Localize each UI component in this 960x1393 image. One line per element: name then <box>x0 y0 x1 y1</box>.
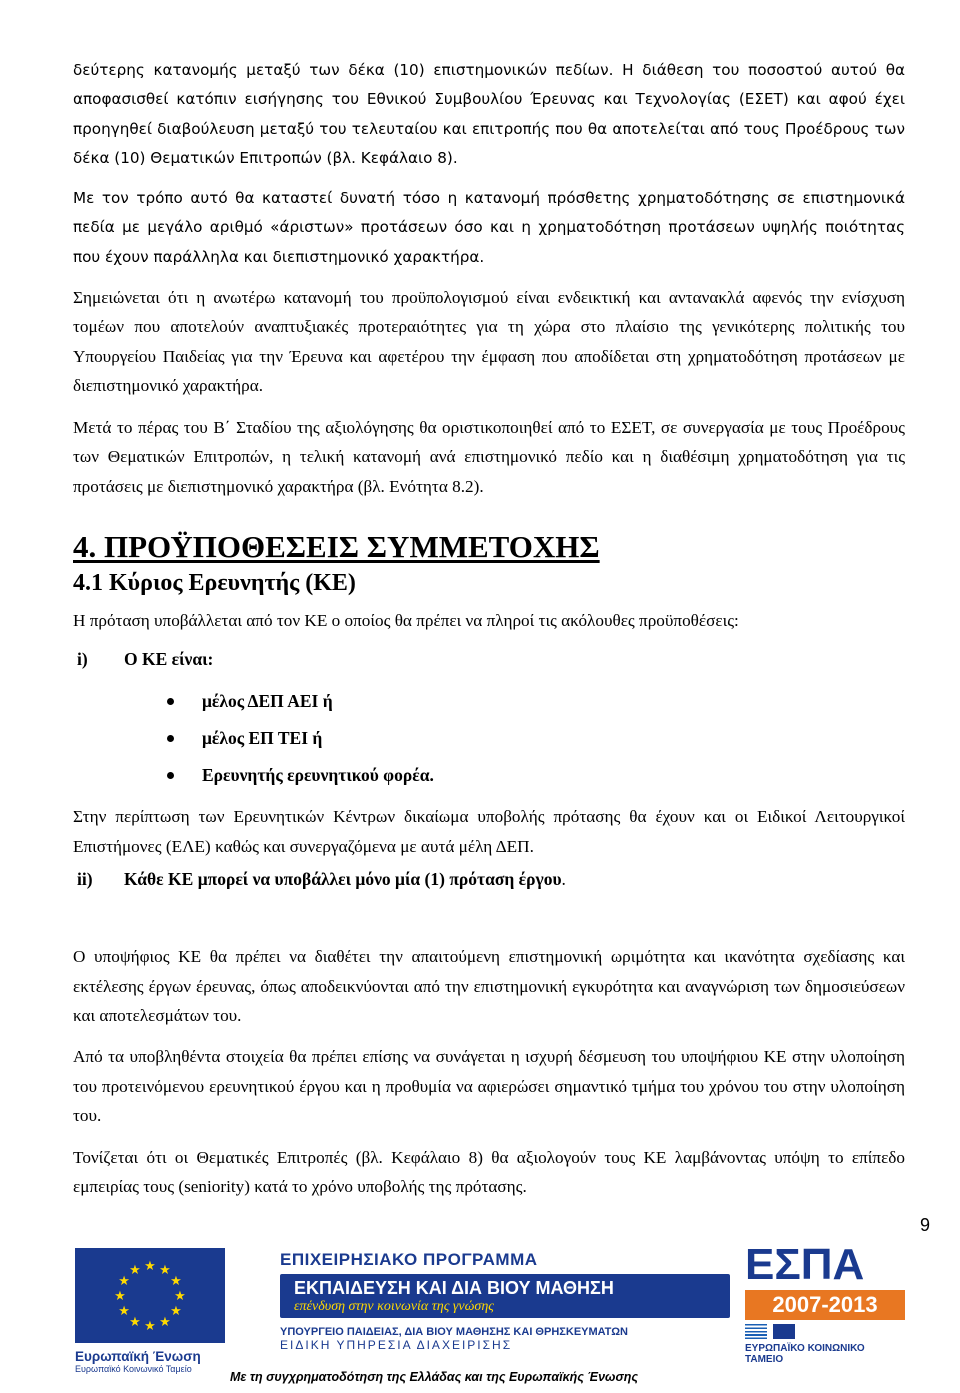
eu-star-icon: ★ <box>159 1262 171 1278</box>
footer-logos <box>0 1240 960 1393</box>
espa-title: ΕΣΠΑ <box>745 1240 865 1289</box>
section-heading-participation: 4. ΠΡΟΫΠΟΘΕΣΕΙΣ ΣΥΜΜΕΤΟΧΗΣ <box>73 528 600 564</box>
paragraph-seniority: Τονίζεται ότι οι Θεματικές Επιτροπές (βλ. Κεφάλαιο 8) θα αξιολογούν τους ΚΕ λαμβάνοντας υπόψη το επίπεδο εμπειρίας τους (seniority) κατά το χρόνο υποβολής της πρότασης. <box>73 1147 905 1196</box>
eligibility-bullet-list <box>73 683 905 794</box>
eu-name: Ευρωπαϊκή Ένωση <box>75 1349 201 1364</box>
subsection-heading-principal-investigator: 4.1 Κύριος Ερευνητής (ΚΕ) <box>73 569 356 596</box>
bullet-dot-icon <box>167 698 174 705</box>
list-item-i <box>73 645 905 673</box>
eu-star-icon: ★ <box>144 1318 156 1333</box>
paragraph-commitment: Από τα υποβληθέντα στοιχεία θα πρέπει επίσης να συνάγεται η ισχυρή δέσμευση του υποψήφιου ΚΕ στην υλοποίηση του προτεινόμενου ερευνητικού έργου και η προθυμία να αφιερώσει σημαντικό τμήμα του χρόνου του στην υλοποίηση του. <box>73 1047 905 1126</box>
paragraph-budget-note: Σημειώνεται ότι η ανωτέρω κατανομή του προϋπολογισμού είναι ενδεικτική και αντανακλά αφενός την ενίσχυση τομέων που αποτελούν αναπτυξιακές προτεραιότητες για τη χώρα στο πλαίσιο της γενικότερης πολιτικής του Υπουργείου Παιδείας για την Έρευνα και αφετέρου την έμφαση που αποδίδεται στη χρηματοδότηση προτάσεων με διεπιστημονικό χαρακτήρα. <box>73 288 905 396</box>
list-item-i-number: i) <box>77 649 88 670</box>
espa-years: 2007-2013 <box>745 1290 905 1320</box>
eu-star-icon: ★ <box>114 1288 126 1303</box>
eu-mini-flag-icon <box>773 1324 795 1339</box>
program-name: ΕΚΠΑΙΔΕΥΣΗ ΚΑΙ ΔΙΑ ΒΙΟΥ ΜΑΘΗΣΗ <box>294 1277 614 1298</box>
paragraph-candidate-maturity: Ο υποψήφιος ΚΕ θα πρέπει να διαθέτει την απαιτούμενη επιστημονική ωριμότητα και ικανότητα σχεδίασης και εκτέλεσης έργων έρευνας, όπως αποδεικνύονται από την επιστημονική εγκυρότητα και αναγνώριση των δημοσιεύσεων και αποτελεσμάτων του. <box>73 947 905 1025</box>
bullet-dot-icon <box>167 772 174 779</box>
eu-star-icon: ★ <box>118 1273 130 1288</box>
program-slogan: επένδυση στην κοινωνία της γνώσης <box>294 1298 494 1314</box>
eu-fund: Ευρωπαϊκό Κοινωνικό Ταμείο <box>75 1364 192 1374</box>
operational-program-logo <box>280 1250 730 1352</box>
program-title: ΕΠΙΧΕΙΡΗΣΙΑΚΟ ΠΡΟΓΡΑΜΜΑ <box>280 1250 538 1269</box>
eu-star-icon: ★ <box>170 1273 182 1288</box>
eu-star-icon: ★ <box>159 1313 171 1329</box>
paragraph-funding-method: Με τον τρόπο αυτό θα καταστεί δυνατή τόσο η κατανομή πρόσθετης χρηματοδότησης σε επιστημονικά πεδία με μεγάλο αριθμό «άριστων» προτάσεων όσο και η χρηματοδότηση προτάσεων υψηλής ποιότητας που έχουν παράλληλα και διεπιστημονικό χαρακτήρα. <box>73 189 905 266</box>
bullet-item: μέλος ΔΕΠ ΑΕΙ ή <box>73 683 905 720</box>
eu-star-icon: ★ <box>174 1288 186 1303</box>
eu-star-icon: ★ <box>129 1262 141 1278</box>
paragraph-research-centers: Στην περίπτωση των Ερευνητικών Κέντρων δικαίωμα υποβολής πρότασης θα έχουν και οι Ειδικοί Λειτουργικοί Επιστήμονες (ΕΛΕ) καθώς και συνεργαζόμενα με αυτά μέλη ΔΕΠ. <box>73 807 905 856</box>
special-service-name: ΕΙΔΙΚΗ ΥΠΗΡΕΣΙΑ ΔΙΑΧΕΙΡΙΣΗΣ <box>280 1338 513 1352</box>
espa-flags <box>745 1324 905 1339</box>
list-item-ii-label: Κάθε ΚΕ μπορεί να υποβάλλει μόνο μία (1) πρόταση έργου <box>124 869 562 890</box>
list-item-i-label: Ο ΚΕ είναι: <box>124 649 214 670</box>
eu-star-icon: ★ <box>118 1303 130 1318</box>
page-content <box>73 56 905 1213</box>
bullet-item: μέλος ΕΠ ΤΕΙ ή <box>73 720 905 757</box>
paragraph-requirements-intro: Η πρόταση υποβάλλεται από τον ΚΕ ο οποίος θα πρέπει να πληροί τις ακόλουθες προϋποθέσεις: <box>73 610 739 630</box>
bullet-dot-icon <box>167 735 174 742</box>
eu-star-icon: ★ <box>129 1313 141 1329</box>
eu-logo <box>75 1248 225 1374</box>
cofunding-statement: Με τη συγχρηματοδότηση της Ελλάδας και της Ευρωπαϊκής Ένωσης <box>230 1370 639 1384</box>
bullet-item: Ερευνητής ερευνητικού φορέα. <box>73 757 905 794</box>
espa-fund: ΕΥΡΩΠΑΪΚΟ ΚΟΙΝΩΝΙΚΟ ΤΑΜΕΙΟ <box>745 1343 865 1365</box>
page-number: 9 <box>919 1215 930 1235</box>
program-banner <box>280 1274 730 1318</box>
eu-star-icon: ★ <box>170 1303 182 1318</box>
paragraph-stage-b: Μετά το πέρας του Β΄ Σταδίου της αξιολόγησης θα οριστικοποιηθεί από το ΕΣΕΤ, σε συνεργασία με τους Προέδρους των Θεματικών Επιτροπών, η τελική κατανομή ανά επιστημονικό πεδίο και η διαθέσιμη χρηματοδότηση για τις προτάσεις με διεπιστημονικό χαρακτήρα (βλ. Ενότητα 8.2). <box>73 417 905 496</box>
list-item-ii-number: ii) <box>77 869 93 890</box>
paragraph-distribution: δεύτερης κατανομής μεταξύ των δέκα (10) επιστημονικών πεδίων. Η διάθεση του ποσοστού αυτού θα αποφασισθεί κατόπιν εισήγησης του Εθνικού Συμβουλίου Έρευνας και Τεχνολογίας (ΕΣΕΤ) και αφού έχει προηγηθεί διαβούλευση μεταξύ του τελευταίου και επιτροπής που θα αποτελείται από τους Προέδρους των δέκα (10) Θεματικών Επιτροπών (βλ. Κεφάλαιο 8). <box>73 61 905 167</box>
greek-flag-icon <box>745 1324 767 1339</box>
espa-logo <box>745 1242 905 1365</box>
list-item-ii: ii) Κάθε ΚΕ μπορεί να υποβάλλει μόνο μία (1) πρόταση έργου. <box>73 865 905 894</box>
ministry-name: ΥΠΟΥΡΓΕΙΟ ΠΑΙΔΕΙΑΣ, ΔΙΑ ΒΙΟΥ ΜΑΘΗΣΗΣ ΚΑΙ ΘΡΗΣΚΕΥΜΑΤΩΝ <box>280 1326 628 1338</box>
eu-star-icon: ★ <box>144 1258 156 1273</box>
eu-flag-icon <box>75 1248 225 1343</box>
